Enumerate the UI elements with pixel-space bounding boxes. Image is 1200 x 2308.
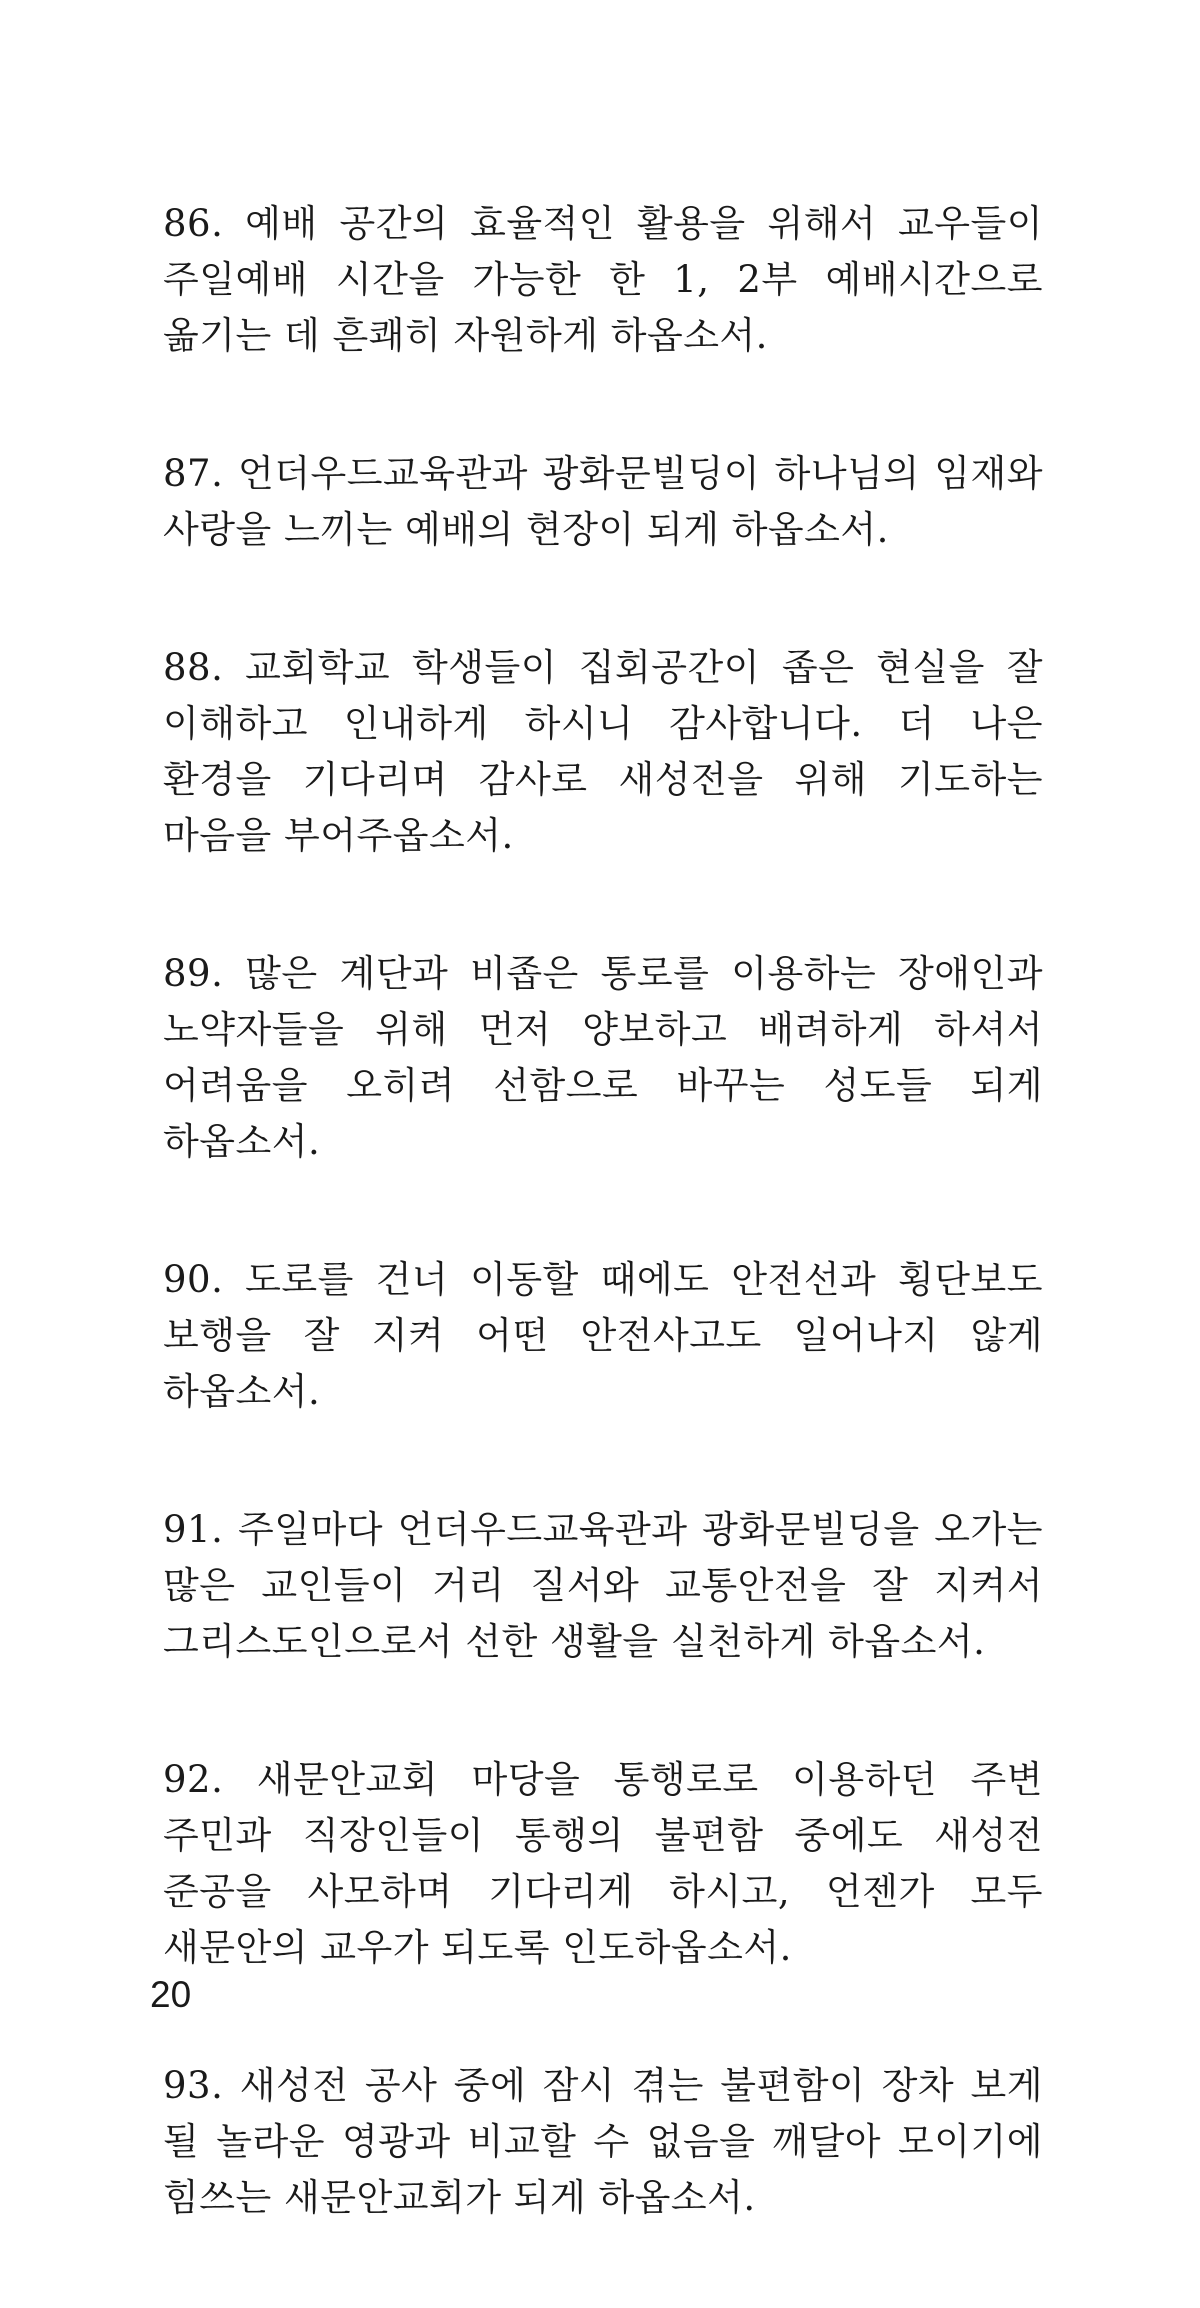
prayer-item-86: 86. 예배 공간의 효율적인 활용을 위해서 교우들이 주일예배 시간을 가능한 한 1, 2부 예배시간으로 옮기는 데 흔쾌히 자원하게 하옵소서. bbox=[163, 202, 1043, 357]
prayer-item-88: 88. 교회학교 학생들이 집회공간이 좁은 현실을 잘 이해하고 인내하게 하시니 감사합니다. 더 나은 환경을 기다리며 감사로 새성전을 위해 기도하는 마음을 부어주옵소서. bbox=[163, 646, 1043, 857]
prayer-item-90: 90. 도로를 건너 이동할 때에도 안전선과 횡단보도 보행을 잘 지켜 어떤 안전사고도 일어나지 않게 하옵소서. bbox=[163, 1258, 1043, 1413]
prayer-item-89: 89. 많은 계단과 비좁은 통로를 이용하는 장애인과 노약자들을 위해 먼저 양보하고 배려하게 하셔서 어려움을 오히려 선함으로 바꾸는 성도들 되게 하옵소서. bbox=[163, 952, 1043, 1163]
prayer-list bbox=[163, 196, 1043, 2308]
prayer-item-92: 92. 새문안교회 마당을 통행로로 이용하던 주변 주민과 직장인들이 통행의 불편함 중에도 새성전 준공을 사모하며 기다리게 하시고, 언젠가 모두 새문안의 교우가 되도록 인도하옵소서. bbox=[163, 1758, 1043, 1969]
prayer-item-87: 87. 언더우드교육관과 광화문빌딩이 하나님의 임재와 사랑을 느끼는 예배의 현장이 되게 하옵소서. bbox=[163, 452, 1043, 551]
prayer-item-91: 91. 주일마다 언더우드교육관과 광화문빌딩을 오가는 많은 교인들이 거리 질서와 교통안전을 잘 지켜서 그리스도인으로서 선한 생활을 실천하게 하옵소서. bbox=[163, 1508, 1043, 1663]
page-number: 20 bbox=[150, 1974, 192, 2015]
prayer-item-93: 93. 새성전 공사 중에 잠시 겪는 불편함이 장차 보게 될 놀라운 영광과 비교할 수 없음을 깨달아 모이기에 힘쓰는 새문안교회가 되게 하옵소서. bbox=[163, 2064, 1043, 2219]
